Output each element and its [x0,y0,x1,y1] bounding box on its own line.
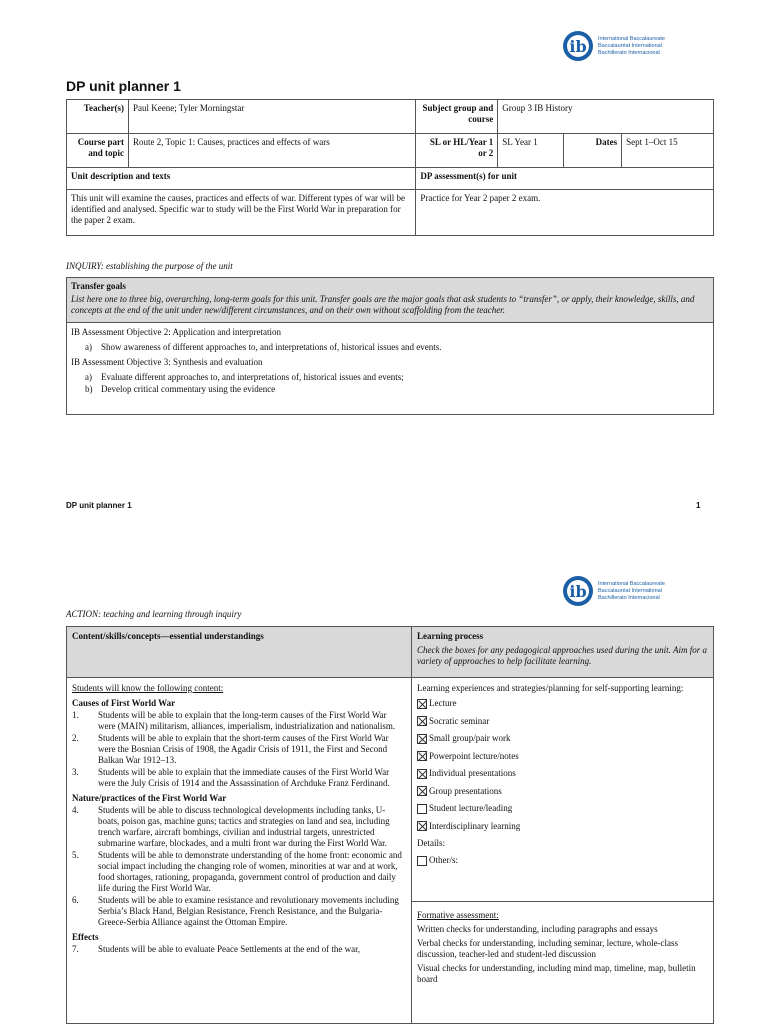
course-label: Course part and topic [67,134,129,168]
subject-value: Group 3 IB History [498,100,714,134]
dp-assess-label: DP assessment(s) for unit [416,168,714,190]
sl-value: SL Year 1 [498,134,564,168]
logo-text: International Baccalaureate Baccalauréat International Bachillerato Internacional [598,35,665,56]
learning-column [411,677,714,902]
checkbox-checked-icon[interactable] [417,751,427,761]
svg-text:ib: ib [569,37,587,56]
effects-heading: Effects [72,932,99,942]
list-item: 6. Students will be able to examine resistance and revolutionary movements including Serbia’s Black Hand, Belgian Resistance, French Resistance, and the Bulgaria-Greece-Serbia Alliance against the Ottoman Empire. [72,895,399,927]
footer-page-number: 1 [696,501,701,510]
approach-group-presentations[interactable]: Group presentations [417,786,708,804]
content-column [66,677,412,1024]
objective-3-item-a: a) Evaluate different approaches to, and interpretations of, historical issues and events; [85,372,404,382]
approach-small-group[interactable]: Small group/pair work [417,733,708,751]
teacher-value: Paul Keene; Tyler Morningstar [128,100,415,134]
formative-heading: Formative assessment: [417,910,499,920]
course-value: Route 2, Topic 1: Causes, practices and effects of wars [128,134,415,168]
checkbox-checked-icon[interactable] [417,699,427,709]
unit-desc-value: This unit will examine the causes, practices and effects of war. Different types of war will be identified and analysed. Specific war to study will be the First World War in preparation for the paper 2 exam. [67,190,416,236]
objective-3: IB Assessment Objective 3: Synthesis and evaluation [71,357,263,367]
know-intro: Students will know the following content: [72,683,224,693]
learning-desc: Check the boxes for any pedagogical approaches used during the unit. Aim for a variety of approaches to help facilitate learning. [417,645,707,666]
transfer-goals-title: Transfer goals [71,281,126,291]
transfer-goals-body [67,323,713,399]
details-label: Details: [417,838,445,848]
ib-logo-page2 [562,575,665,607]
transfer-goals-box [66,277,714,415]
approach-socratic-seminar[interactable]: Socratic seminar [417,716,708,734]
approach-individual-presentations[interactable]: Individual presentations [417,768,708,786]
list-item: 3. Students will be able to explain that the immediate causes of the First World War were the July Crisis of 1914 and the Assassination of Archduke Franz Ferdinand. [72,767,390,788]
ib-logo-icon [562,30,594,62]
sl-label: SL or HL/Year 1 or 2 [416,134,498,168]
list-item: 1. Students will be able to explain that the long-term causes of the First World War were (MAIN) militarism, alliances, imperialism, industrialization and nationalism. [72,710,396,731]
dates-value: Sept 1–Oct 15 [622,134,714,168]
unit-desc-label: Unit description and texts [67,168,416,190]
formative-item: Written checks for understanding, including paragraphs and essays [417,924,658,934]
learning-header: Learning process [417,631,484,641]
approach-lecture[interactable]: Lecture [417,698,708,716]
approaches-list [417,698,708,838]
page-title: DP unit planner 1 [66,78,181,94]
unit-info-table [66,99,714,236]
causes-heading: Causes of First World War [72,698,176,708]
approach-other[interactable]: Other/s: [417,855,708,866]
list-item: 4. Students will be able to discuss technological developments including tanks, U-boats, poison gas, machine guns; tactics and strategies on land and sea, including trench warfare, aircraft bombings, civilian and industrial targets, unrestricted submarine warfare, blockades, and a multi front war during the First World War. [72,805,390,848]
ib-logo-icon [562,575,594,607]
logo-text: International Baccalaureate Baccalauréat International Bachillerato Internacional [598,580,665,601]
checkbox-unchecked-icon[interactable] [417,856,427,866]
formative-item: Visual checks for understanding, including mind map, timeline, map, bulletin board [417,963,696,984]
approach-student-lecture[interactable]: Student lecture/leading [417,803,708,821]
checkbox-checked-icon[interactable] [417,821,427,831]
objective-2: IB Assessment Objective 2: Application and interpretation [71,327,281,337]
list-item: 7. Students will be able to evaluate Peace Settlements at the end of the war, [72,944,361,954]
ib-logo [562,30,665,62]
checkbox-unchecked-icon[interactable] [417,804,427,814]
svg-text:ib: ib [569,582,587,601]
transfer-goals-desc: List here one to three big, overarching, long-term goals for this unit. Transfer goals are the major goals that ask students to “transfer”, or apply, their knowledge, skills, and concepts at the end of the unit under new/different circumstances, and on their own without scaffolding from the teacher. [71,294,695,315]
checkbox-checked-icon[interactable] [417,769,427,779]
learning-header-cell [411,626,714,678]
dp-assess-value: Practice for Year 2 paper 2 exam. [416,190,714,236]
inquiry-label: INQUIRY: establishing the purpose of the unit [66,261,233,271]
subject-label: Subject group and course [416,100,498,134]
checkbox-checked-icon[interactable] [417,716,427,726]
dates-label: Dates [564,134,622,168]
nature-heading: Nature/practices of the First World War [72,793,227,803]
teacher-label: Teacher(s) [67,100,129,134]
list-item: 5. Students will be able to demonstrate understanding of the home front: economic and social impact including the changing role of women, minorities at war and at work, food shortages, rationing, propaganda, government control of production and daily life during the First World War. [72,850,402,893]
footer-left: DP unit planner 1 [66,501,132,510]
content-header-cell [66,626,412,678]
objective-2-item-a: a) Show awareness of different approaches to, and interpretations of, historical issues and events. [85,342,442,352]
action-label: ACTION: teaching and learning through inquiry [66,609,242,619]
content-header: Content/skills/concepts—essential understandings [72,631,264,641]
transfer-goals-header [67,278,713,323]
list-item: 2. Students will be able to explain that the short-term causes of the First World War were the Bosnian Crisis of 1908, the Agadir Crisis of 1911, the First and Second Balkan War 1912–13. [72,733,389,765]
checkbox-checked-icon[interactable] [417,786,427,796]
approach-powerpoint[interactable]: Powerpoint lecture/notes [417,751,708,769]
formative-item: Verbal checks for understanding, including seminar, lecture, whole-class discussion, teacher-led and student-led discussion [417,938,679,959]
checkbox-checked-icon[interactable] [417,734,427,744]
formative-assessment-cell [411,901,714,1024]
objective-3-item-b: b) Develop critical commentary using the evidence [85,384,276,394]
learning-intro: Learning experiences and strategies/planning for self-supporting learning: [417,683,684,693]
approach-interdisciplinary[interactable]: Interdisciplinary learning [417,821,708,839]
